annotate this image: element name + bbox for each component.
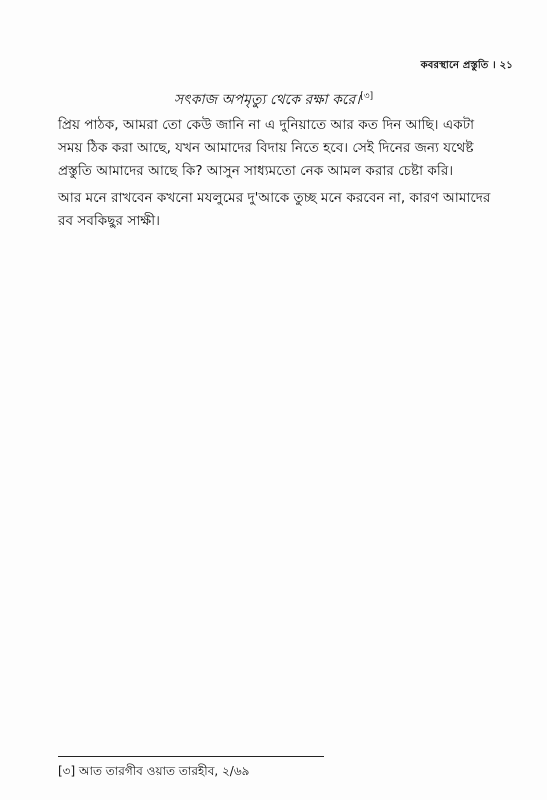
section-title-text: সৎকাজ অপমৃত্যু থেকে রক্ষা করে।: [173, 92, 361, 108]
body-paragraph-2: আর মনে রাখবেন কখনো মযলুমের দু'আকে তুচ্ছ মনে করবেন না, কারণ আমাদের রব সবকিছুর সাক্ষী।: [58, 190, 491, 229]
footnote-marker: [৩]: [360, 91, 374, 102]
footnote-1: [৩] আত তারগীব ওয়াত তারহীব, ২/৬৯: [58, 764, 250, 778]
section-title: [0, 88, 547, 112]
footnote-divider: [58, 756, 324, 757]
body-paragraph-1: প্রিয় পাঠক, আমরা তো কেউ জানি না এ দুনিয়াতে আর কত দিন আছি। একটা সময় ঠিক করা আছে, যখন আমাদের বিদায় নিতে হবে। সেই দিনের জন্য যথেষ্ট প্রস্তুতি আমাদের আছে কি? আসুন সাধ্যমতো নেক আমল করার চেষ্টা করি।: [58, 117, 475, 179]
running-head: কবরস্থানে প্রস্তুতি । ২১: [420, 60, 513, 71]
